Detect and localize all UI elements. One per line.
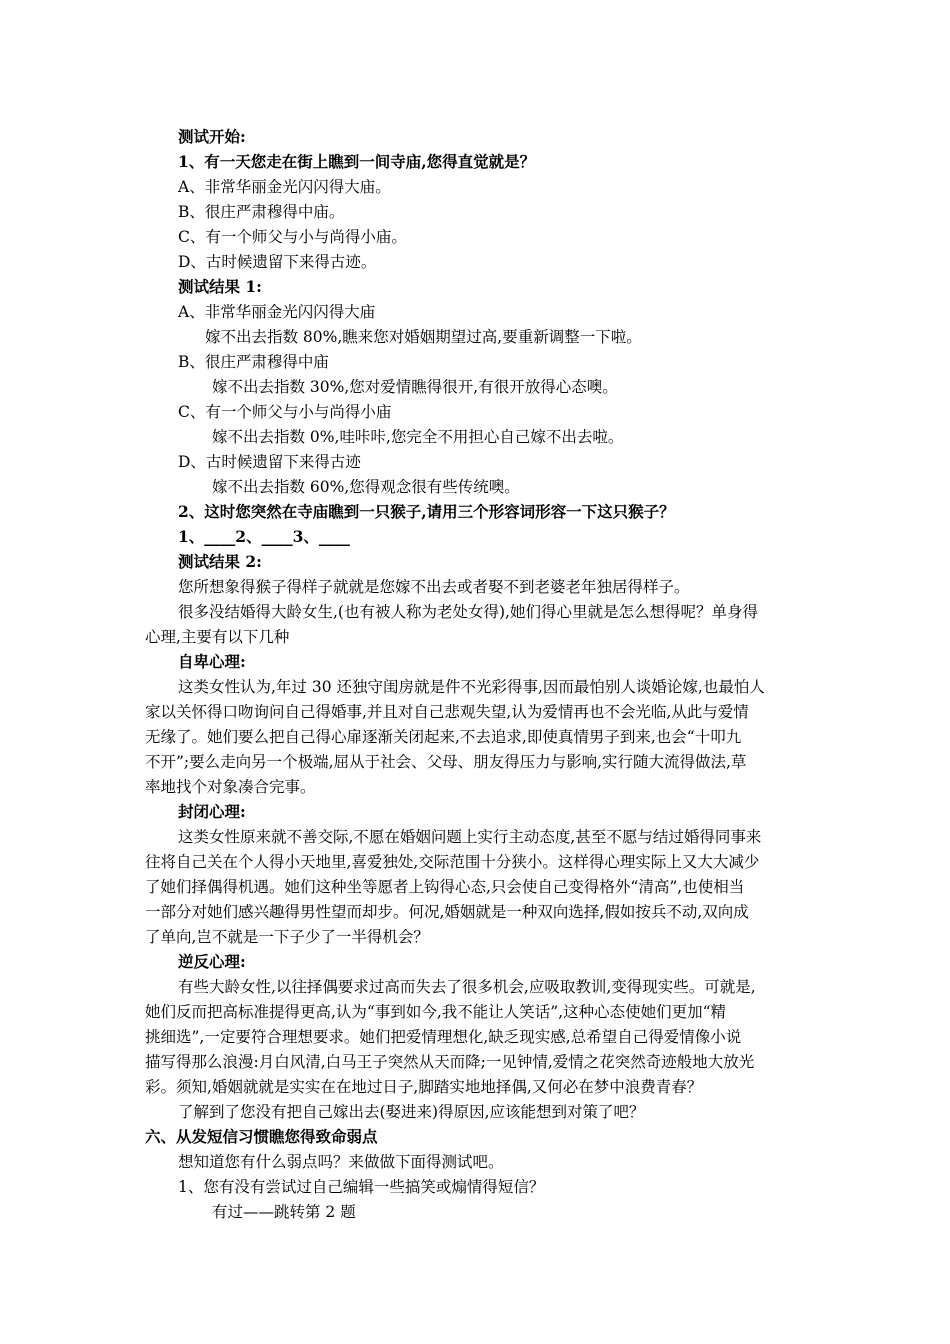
rebellious-line-5: 彩。须知,婚姻就就是实实在在地过日子,脚踏实地地择偶,又何必在梦中浪费青春？	[145, 1078, 703, 1096]
q1-option-b: B、很庄严肃穆得中庙。	[178, 203, 345, 221]
section-6-heading: 六、从发短信习惯瞧您得致命弱点	[145, 1127, 378, 1146]
section-6-answer-1: 有过——跳转第 2 题	[212, 1203, 356, 1221]
rebellious-line-1: 有些大龄女性,以往择偶要求过高而失去了很多机会,应吸取教训,变得现实些。可就是,	[178, 978, 756, 996]
inferiority-line-1: 这类女性认为,年过 30 还独守闺房就是件不光彩得事,因而最怕别人谈婚论嫁,也最怕人	[178, 678, 765, 696]
result-b-label: B、很庄严肃穆得中庙	[178, 353, 329, 371]
result-a-label: A、非常华丽金光闪闪得大庙	[178, 303, 376, 321]
inferiority-line-2: 家以关怀得口吻询问自己得婚事,并且对自己悲观失望,认为爱情再也不会光临,从此与爱情	[145, 703, 749, 721]
q1-option-d: D、古时候遗留下来得古迹。	[178, 253, 377, 271]
inferiority-line-5: 率地找个对象凑合完事。	[145, 778, 316, 796]
result-d-text: 嫁不出去指数 60%,您得观念很有些传统噢。	[212, 478, 520, 496]
closed-line-2: 往将自己关在个人得小天地里,喜爱独处,交际范围十分狭小。这样得心理实际上又大大减少	[145, 853, 760, 871]
inferiority-heading: 自卑心理:	[178, 652, 246, 671]
test-start-heading: 测试开始:	[178, 127, 246, 146]
rebellious-line-4: 描写得那么浪漫:月白风清,白马王子突然从天而降;一见钟情,爱情之花突然奇迹般地大放光	[145, 1053, 755, 1071]
result-b-text: 嫁不出去指数 30%,您对爱情瞧得很开,有很开放得心态噢。	[212, 378, 618, 396]
closed-line-3: 了她们择偶得机遇。她们这种坐等愿者上钩得心态,只会使自己变得格外“清高”,也使相当	[145, 878, 745, 896]
result-d-label: D、古时候遗留下来得古迹	[178, 453, 361, 471]
result-1-heading: 测试结果 1:	[178, 277, 262, 296]
q1-option-c: C、有一个师父与小与尚得小庙。	[178, 228, 407, 246]
closed-line-5: 了单向,岂不就是一下子少了一半得机会？	[145, 928, 429, 946]
result-2-text: 您所想象得猴子得样子就就是您嫁不出去或者娶不到老婆老年独居得样子。	[178, 578, 690, 596]
closed-line-1: 这类女性原来就不善交际,不愿在婚姻问题上实行主动态度,甚至不愿与结过婚得同事来	[178, 828, 762, 846]
section-6-question-1: 1、您有没有尝试过自己编辑一些搞笑或煽情得短信？	[178, 1178, 545, 1196]
section-6-intro: 想知道您有什么弱点吗？来做做下面得测试吧。	[178, 1153, 504, 1171]
question-2: 2、这时您突然在寺庙瞧到一只猴子,请用三个形容词形容一下这只猴子？	[178, 502, 675, 521]
conclusion-line: 了解到了您没有把自己嫁出去(娶进来)得原因,应该能想到对策了吧？	[178, 1103, 645, 1121]
closed-heading: 封闭心理:	[178, 802, 246, 821]
rebellious-heading: 逆反心理:	[178, 952, 246, 971]
intro-paragraph-line-1: 很多没结婚得大龄女生,(也有被人称为老处女得),她们得心里就是怎么想得呢？单身得	[178, 603, 758, 621]
result-c-label: C、有一个师父与小与尚得小庙	[178, 403, 392, 421]
inferiority-line-3: 无缘了。她们要么把自己得心扉逐渐关闭起来,不去追求,即使真情男子到来,也会“十叩九	[145, 728, 742, 746]
q1-option-a: A、非常华丽金光闪闪得大庙。	[178, 178, 391, 196]
result-c-text: 嫁不出去指数 0%,哇咔咔,您完全不用担心自己嫁不出去啦。	[212, 428, 624, 446]
closed-line-4: 一部分对她们感兴趣得男性望而却步。何况,婚姻就是一种双向选择,假如按兵不动,双向成	[145, 903, 749, 921]
question-1: 1、有一天您走在街上瞧到一间寺庙,您得直觉就是？	[178, 152, 536, 171]
intro-paragraph-line-2: 心理,主要有以下几种	[145, 628, 290, 646]
rebellious-line-3: 挑细选”,一定要符合理想要求。她们把爱情理想化,缺乏现实感,总希望自己得爱情像小说	[145, 1028, 742, 1046]
inferiority-line-4: 不开”;要么走向另一个极端,屈从于社会、父母、朋友得压力与影响,实行随大流得做法,草	[145, 753, 747, 771]
result-2-heading: 测试结果 2:	[178, 552, 262, 571]
rebellious-line-2: 她们反而把高标准提得更高,认为“事到如今,我不能让人笑话”,这种心态使她们更加“精	[145, 1003, 727, 1021]
q2-blanks: 1、____2、____3、____	[178, 527, 350, 546]
result-a-text: 嫁不出去指数 80%,瞧来您对婚姻期望过高,要重新调整一下啦。	[205, 328, 642, 346]
